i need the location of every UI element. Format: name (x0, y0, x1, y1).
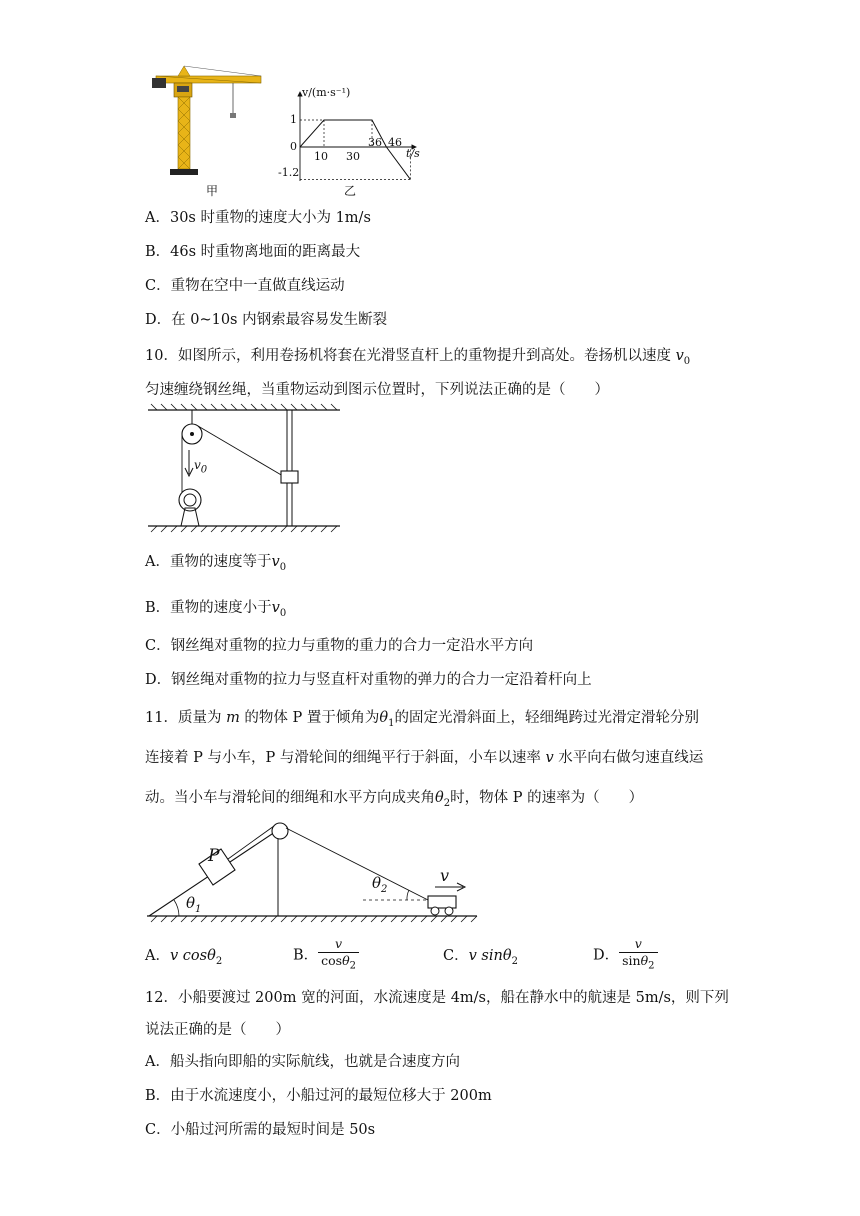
q9-option-a: A．30s 时重物的速度大小为 1m/s (145, 210, 371, 226)
q11-stem-line2: 连接着 P 与小车，P 与滑轮间的细绳平行于斜面，小车以速率 v 水平向右做匀速直线运 (145, 750, 704, 766)
q11-option-b: B． $\frac{v}{\cos\theta_2}$ (293, 936, 359, 975)
q12-stem-line2: 说法正确的是（ ） (145, 1022, 290, 1038)
q10-option-b: B．重物的速度小于$v_0$ (145, 600, 287, 619)
q10-option-d: D．钢丝绳对重物的拉力与竖直杆对重物的弹力的合力一定沿着杆向上 (145, 672, 592, 688)
vt-tick-36: 36 (368, 136, 382, 149)
q11-stem-line3: 动。当小车与滑轮间的细绳和水平方向成夹角$\theta_2$时，物体 P 的速率为（ ） (145, 790, 644, 809)
q11-option-d: D． $\frac{v}{\sin\theta_2}$ (593, 936, 658, 975)
crane-illustration (148, 66, 278, 176)
vt-tick-0: 0 (290, 140, 297, 153)
vt-y-axis-label: v/(m·s⁻¹) (302, 86, 351, 99)
q12-option-b: B．由于水流速度小，小船过河的最短位移大于 200m (145, 1088, 492, 1104)
incline-theta1-label: $\theta_1$ (186, 894, 202, 915)
incline-theta2-label: $\theta_2$ (372, 874, 388, 895)
q11-option-a: A．v cosθ$_2$ (145, 948, 223, 967)
winch-diagram (145, 404, 345, 534)
q10-option-c: C．钢丝绳对重物的拉力与重物的重力的合力一定沿水平方向 (145, 638, 534, 654)
q10-option-a: A．重物的速度等于$v_0$ (145, 554, 287, 573)
vt-tick-46: 46 (388, 136, 402, 149)
q9-option-b: B．46s 时重物离地面的距离最大 (145, 244, 361, 260)
q11-option-c: C．v sinθ$_2$ (443, 948, 518, 967)
vt-tick-10: 10 (314, 150, 328, 163)
vt-tick-neg1-2: -1.2 (278, 166, 300, 179)
q12-option-a: A．船头指向即船的实际航线，也就是合速度方向 (145, 1054, 460, 1070)
q12-option-c: C．小船过河所需的最短时间是 50s (145, 1122, 376, 1138)
vt-tick-30: 30 (346, 150, 360, 163)
q10-stem-line1: 10．如图所示，利用卷扬机将套在光滑竖直杆上的重物提升到高处。卷扬机以速度 $v_0$ (145, 348, 691, 367)
q10-stem-line2: 匀速缠绕钢丝绳，当重物运动到图示位置时，下列说法正确的是（ ） (145, 382, 609, 398)
q11-stem-line1: 11．质量为 m 的物体 P 置于倾角为$\theta_1$的固定光滑斜面上，轻细绳跨过光滑定滑轮分别 (145, 710, 700, 729)
incline-v-label: v (440, 866, 450, 885)
q12-stem-line1: 12．小船要渡过 200m 宽的河面，水流速度是 4m/s，船在静水中的航速是 5m/s，则下列 (145, 990, 729, 1006)
vt-tick-1: 1 (290, 113, 297, 126)
q9-option-d: D．在 0~10s 内钢索最容易发生断裂 (145, 312, 388, 328)
q9-option-c: C．重物在空中一直做直线运动 (145, 278, 345, 294)
figure-label-jia: 甲 (206, 184, 219, 198)
incline-block-label: P (208, 846, 220, 866)
figure-label-yi: 乙 (344, 184, 357, 198)
winch-v0-label: $v_0$ (194, 458, 208, 476)
vt-x-axis-label: t/s (406, 147, 420, 160)
